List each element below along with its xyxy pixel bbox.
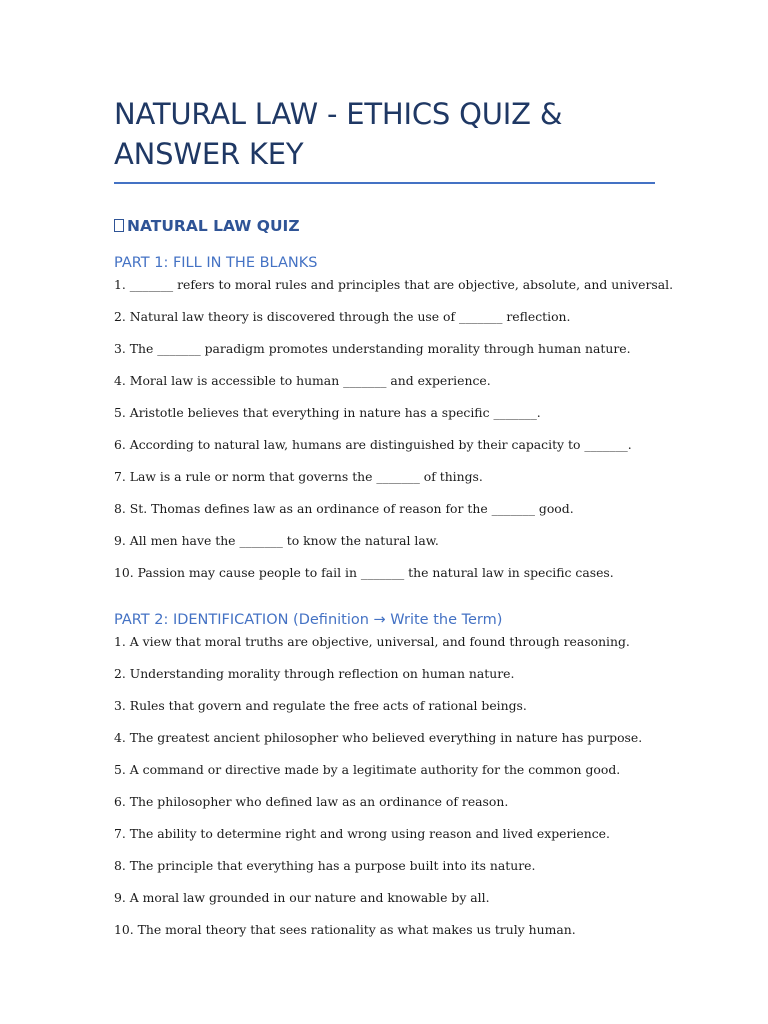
missing-glyph-icon bbox=[114, 219, 124, 232]
part2-question-5: 5. A command or directive made by a legitimate authority for the common good. bbox=[114, 762, 621, 777]
document-title-line-1: NATURAL LAW - ETHICS QUIZ & bbox=[114, 97, 563, 131]
document-title-line-2: ANSWER KEY bbox=[114, 137, 304, 171]
part2-question-10: 10. The moral theory that sees rationality as what makes us truly human. bbox=[114, 922, 576, 937]
document-page bbox=[114, 94, 674, 953]
part2-question-1: 1. A view that moral truths are objective, universal, and found through reasoning. bbox=[114, 634, 630, 649]
part1-question-6: 6. According to natural law, humans are distinguished by their capacity to _______. bbox=[114, 437, 632, 452]
part1-question-8: 8. St. Thomas defines law as an ordinance of reason for the _______ good. bbox=[114, 501, 574, 516]
part2-question-7: 7. The ability to determine right and wrong using reason and lived experience. bbox=[114, 826, 610, 841]
part1-question-list bbox=[114, 276, 674, 596]
title-underline-rule bbox=[114, 182, 655, 184]
part2-question-8: 8. The principle that everything has a purpose built into its nature. bbox=[114, 858, 536, 873]
part1-question-1: 1. _______ refers to moral rules and principles that are objective, absolute, and universal. bbox=[114, 277, 674, 292]
part1-question-9: 9. All men have the _______ to know the natural law. bbox=[114, 533, 439, 548]
quiz-section-heading bbox=[114, 216, 655, 236]
part1-question-3: 3. The _______ paradigm promotes understanding morality through human nature. bbox=[114, 341, 631, 356]
quiz-section-heading-text: NATURAL LAW QUIZ bbox=[127, 217, 300, 235]
part2-question-3: 3. Rules that govern and regulate the free acts of rational beings. bbox=[114, 698, 527, 713]
part2-question-9: 9. A moral law grounded in our nature and knowable by all. bbox=[114, 890, 490, 905]
part1-question-7: 7. Law is a rule or norm that governs the _______ of things. bbox=[114, 469, 483, 484]
part2-question-4: 4. The greatest ancient philosopher who believed everything in nature has purpose. bbox=[114, 730, 643, 745]
part1-question-5: 5. Aristotle believes that everything in nature has a specific _______. bbox=[114, 405, 541, 420]
part2-question-2: 2. Understanding morality through reflection on human nature. bbox=[114, 666, 515, 681]
part2-question-6: 6. The philosopher who defined law as an ordinance of reason. bbox=[114, 794, 509, 809]
part1-question-10: 10. Passion may cause people to fail in _______ the natural law in specific cases. bbox=[114, 565, 614, 580]
part1-question-4: 4. Moral law is accessible to human _______ and experience. bbox=[114, 373, 491, 388]
part1-heading: PART 1: FILL IN THE BLANKS bbox=[114, 255, 318, 271]
part2-question-list bbox=[114, 633, 655, 953]
part1-question-2: 2. Natural law theory is discovered through the use of _______ reflection. bbox=[114, 309, 571, 324]
part2-heading: PART 2: IDENTIFICATION (Definition → Write the Term) bbox=[114, 612, 503, 628]
document-title bbox=[114, 94, 655, 174]
